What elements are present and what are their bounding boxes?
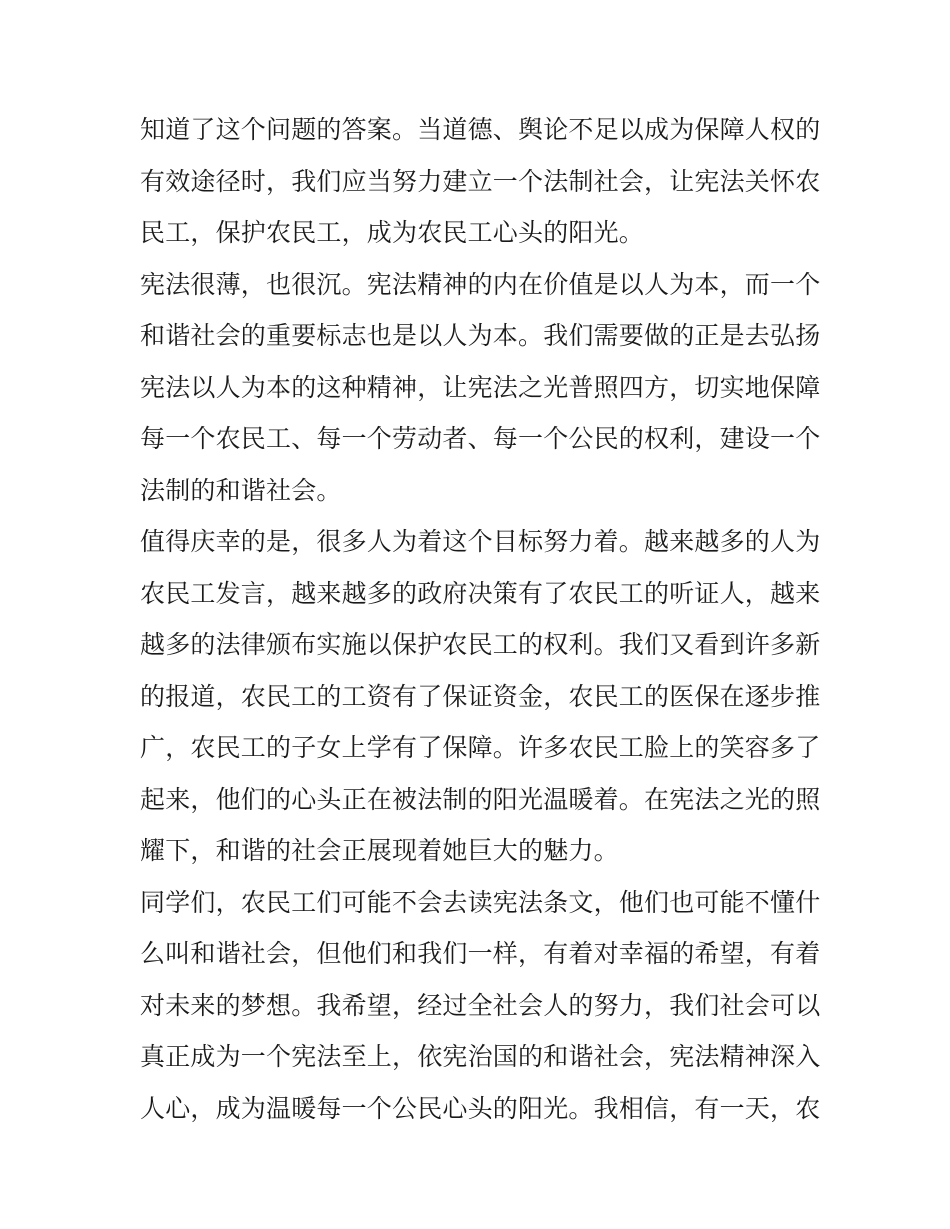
text-line: 有效途径时，我们应当努力建立一个法制社会，让宪法关怀农 — [140, 166, 821, 196]
text-line: 广，农民工的子女上学有了保障。许多农民工脸上的笑容多了 — [140, 733, 821, 762]
text-line: 农民工发言，越来越多的政府决策有了农民工的听证人，越来 — [140, 578, 821, 608]
text-line: 起来，他们的心头正在被法制的阳光温暖着。在宪法之光的照 — [140, 784, 821, 814]
text-line: 值得庆幸的是，很多人为着这个目标努力着。越来越多的人为 — [140, 527, 821, 556]
text-line: 法制的和谐社会。 — [140, 475, 342, 505]
text-line: 真正成为一个宪法至上，依宪治国的和谐社会，宪法精神深入 — [140, 1042, 821, 1071]
text-line: 的报道，农民工的工资有了保证资金，农民工的医保在逐步推 — [140, 681, 821, 711]
text-line: 每一个农民工、每一个劳动者、每一个公民的权利，建设一个 — [140, 424, 821, 453]
text-line: 越多的法律颁布实施以保护农民工的权利。我们又看到许多新 — [140, 630, 821, 659]
text-line: 宪法很薄，也很沉。宪法精神的内在价值是以人为本，而一个 — [140, 269, 821, 299]
text-line: 民工，保护农民工，成为农民工心头的阳光。 — [140, 218, 645, 247]
text-line: 对未来的梦想。我希望，经过全社会人的努力，我们社会可以 — [140, 990, 821, 1020]
text-line: 宪法以人为本的这种精神，让宪法之光普照四方，切实地保障 — [140, 372, 821, 402]
text-line: 耀下，和谐的社会正展现着她巨大的魅力。 — [140, 836, 619, 865]
text-line: 人心，成为温暖每一个公民心头的阳光。我相信，有一天，农 — [140, 1093, 821, 1123]
text-line: 知道了这个问题的答案。当道德、舆论不足以成为保障人权的 — [140, 115, 821, 144]
body-text — [140, 104, 820, 1134]
text-line: 么叫和谐社会，但他们和我们一样，有着对幸福的希望，有着 — [140, 939, 821, 968]
text-line: 和谐社会的重要标志也是以人为本。我们需要做的正是去弘扬 — [140, 321, 821, 350]
text-line: 同学们，农民工们可能不会去读宪法条文，他们也可能不懂什 — [140, 887, 821, 917]
